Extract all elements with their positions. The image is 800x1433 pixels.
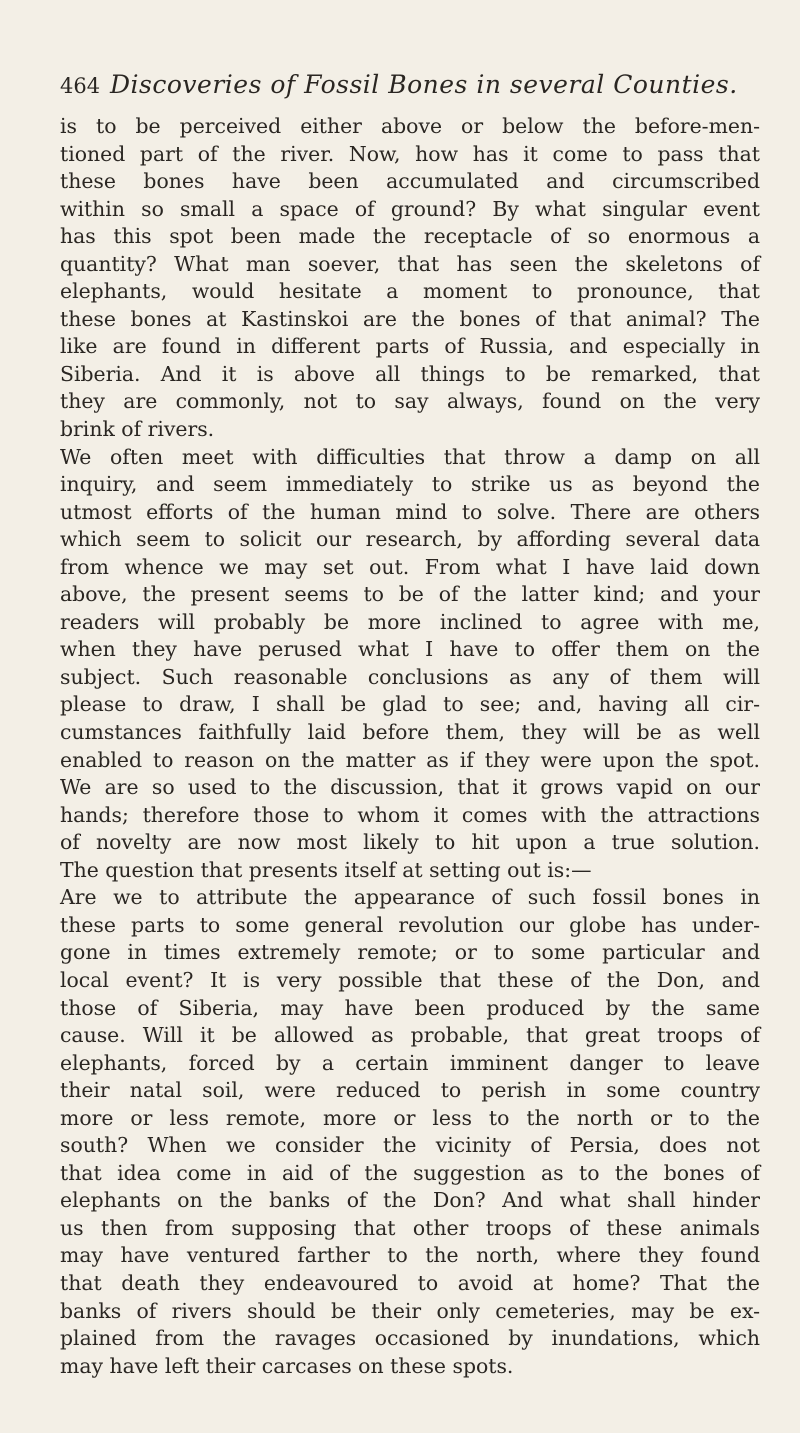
text-line: within so small a space of ground? By what singular event: [60, 196, 760, 221]
text-line: elephants on the banks of the Don? And what shall hinder: [60, 1188, 760, 1213]
text-line: please to draw, I shall be glad to see; and, having all cir-: [60, 692, 760, 717]
text-line: like are found in different parts of Russia, and especially in: [60, 334, 760, 359]
text-line: enabled to reason on the matter as if they were upon the spot.: [60, 747, 760, 772]
text-line: brink of rivers.: [60, 417, 215, 442]
text-line: hands; therefore those to whom it comes with the attractions: [60, 802, 760, 827]
text-line: that idea come in aid of the suggestion as to the bones of: [60, 1160, 760, 1185]
text-line: gone in times extremely remote; or to some particular and: [60, 940, 760, 965]
text-line: elephants, would hesitate a moment to pronounce, that: [60, 279, 760, 304]
page-number: 464: [60, 74, 101, 98]
body-text: [60, 113, 760, 1380]
text-line: banks of rivers should be their only cemeteries, may be ex-: [60, 1298, 760, 1323]
text-line: when they have perused what I have to offer them on the: [60, 637, 760, 662]
text-line: may have left their carcases on these spots.: [60, 1353, 514, 1378]
text-line: inquiry, and seem immediately to strike us as beyond the: [60, 472, 760, 497]
running-title: Discoveries of Fossil Bones in several Counties.: [110, 70, 738, 99]
text-line: plained from the ravages occasioned by inundations, which: [60, 1326, 760, 1351]
text-line: these bones have been accumulated and circumscribed: [60, 169, 760, 194]
text-line: of novelty are now most likely to hit upon a true solution.: [60, 830, 760, 855]
text-line: cause. Will it be allowed as probable, that great troops of: [60, 1023, 760, 1048]
text-line: these bones at Kastinskoi are the bones of that animal? The: [60, 306, 760, 331]
text-line: local event? It is very possible that these of the Don, and: [60, 967, 760, 992]
text-line: those of Siberia, may have been produced by the same: [60, 995, 760, 1020]
text-line: cumstances faithfully laid before them, they will be as well: [60, 720, 760, 745]
text-line: may have ventured farther to the north, where they found: [60, 1243, 760, 1268]
text-line: Siberia. And it is above all things to be remarked, that: [60, 361, 760, 386]
text-line: elephants, forced by a certain imminent danger to leave: [60, 1050, 760, 1075]
text-line: readers will probably be more inclined to agree with me,: [60, 609, 760, 634]
text-line: above, the present seems to be of the latter kind; and your: [60, 582, 760, 607]
page-header: [60, 70, 760, 99]
text-line: that death they endeavoured to avoid at home? That the: [60, 1270, 760, 1295]
text-line: subject. Such reasonable conclusions as any of them will: [60, 664, 760, 689]
text-line: more or less remote, more or less to the north or to the: [60, 1105, 760, 1130]
text-line: from whence we may set out. From what I have laid down: [60, 554, 760, 579]
text-line: these parts to some general revolution our globe has under-: [60, 912, 760, 937]
text-line: utmost efforts of the human mind to solve. There are others: [60, 499, 760, 524]
text-line: We often meet with difficulties that throw a damp on all: [60, 444, 760, 469]
text-line: quantity? What man soever, that has seen the skeletons of: [60, 251, 760, 276]
text-line: The question that presents itself at setting out is:—: [60, 857, 592, 882]
text-line: us then from supposing that other troops of these animals: [60, 1215, 760, 1240]
text-line: has this spot been made the receptacle of so enormous a: [60, 224, 760, 249]
text-line: they are commonly, not to say always, found on the very: [60, 389, 760, 414]
text-line: tioned part of the river. Now, how has it come to pass that: [60, 141, 760, 166]
text-line: their natal soil, were reduced to perish in some country: [60, 1078, 760, 1103]
text-line: Are we to attribute the appearance of such fossil bones in: [60, 885, 760, 910]
text-line: which seem to solicit our research, by affording several data: [60, 527, 760, 552]
text-line: is to be perceived either above or below the before-men-: [60, 114, 760, 138]
text-line: south? When we consider the vicinity of Persia, does not: [60, 1133, 760, 1158]
text-line: We are so used to the discussion, that it grows vapid on our: [60, 775, 760, 800]
